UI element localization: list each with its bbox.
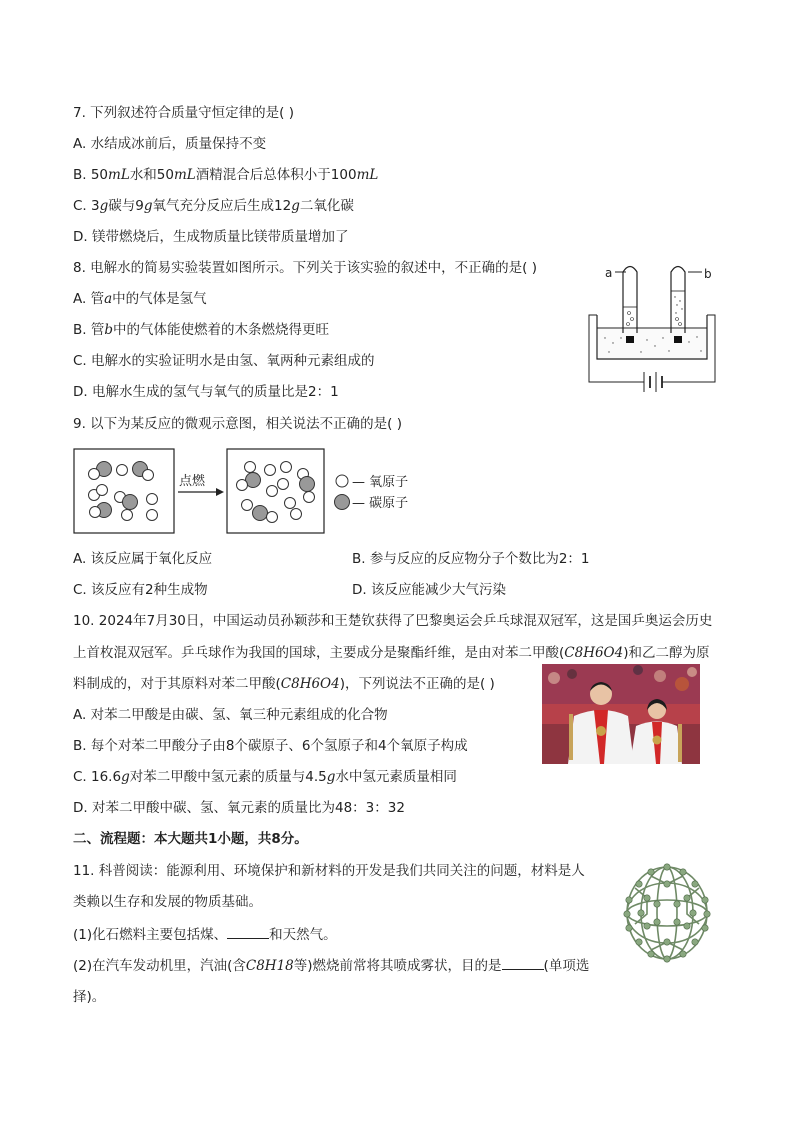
q8-option-b: B. 管b中的气体能使燃着的木条燃烧得更旺 [73,322,330,338]
q7-option-a: A. 水结成冰前后，质量保持不变 [73,136,267,152]
oxygen-atom-legend-icon [336,475,348,487]
carbon-atom-legend-icon [335,495,350,510]
q10-line1: 10. 2024年7月30日，中国运动员孙颖莎和王楚钦获得了巴黎奥运会乒乓球混双冠军，这是国乒奥运会历史 [73,613,713,629]
q9-option-b: B. 参与反应的反应物分子个数比为2：1 [352,551,590,567]
q10-line2: 上首枚混双冠军。乒乓球作为我国的国球，主要成分是聚酯纤维，是由对苯二甲酸(C8H6O4)和乙二醇为原 [73,645,710,661]
q11-line2: 类赖以生存和发展的物质基础。 [73,894,262,910]
q11-part2-blank[interactable] [502,957,544,970]
q10-option-a: A. 对苯二甲酸是由碳、氢、氧三种元素组成的化合物 [73,707,388,723]
q7-option-d: D. 镁带燃烧后，生成物质量比镁带质量增加了 [73,229,349,245]
q9-option-a: A. 该反应属于氧化反应 [73,551,213,567]
fullerene-molecule-figure [617,858,717,968]
q11-part1-blank[interactable] [227,926,269,939]
athletes-photo [542,664,700,764]
q7-option-b: B. 50mL水和50mL酒精混合后总体积小于100mL [73,167,379,183]
legend-carbon-label: — 碳原子 [352,496,409,511]
legend-oxygen-label: — 氧原子 [352,475,409,490]
tube-a-label: a [605,266,613,280]
q11-part2: (2)在汽车发动机里，汽油(含C8H18等)燃烧前常将其喷成雾状，目的是 (单项选 [73,958,590,974]
electrolysis-apparatus-figure [585,258,720,398]
q7-stem: 7. 下列叙述符合质量守恒定律的是( ) [73,105,294,121]
tube-b-label: b [704,267,712,281]
section2-title: 二、流程题：本大题共1小题，共8分。 [73,831,308,847]
q11-part1: (1)化石燃料主要包括煤、 和天然气。 [73,927,337,943]
reactants-box [74,449,174,533]
q10-option-d: D. 对苯二甲酸中碳、氢、氧元素的质量比为48：3：32 [73,800,405,816]
q10-line3: 料制成的，对于其原料对苯二甲酸(C8H6O4)，下列说法不正确的是( ) [73,676,495,692]
q7-option-c: C. 3g碳与9g氧气充分反应后生成12g二氧化碳 [73,198,354,214]
q9-option-c: C. 该反应有2种生成物 [73,582,208,598]
q11-line1: 11. 科普阅读：能源利用、环境保护和新材料的开发是我们共同关注的问题，材料是人 [73,863,585,879]
q9-option-d: D. 该反应能减少大气污染 [352,582,506,598]
q8-stem: 8. 电解水的简易实验装置如图所示。下列关于该实验的叙述中，不正确的是( ) [73,260,537,276]
q10-option-b: B. 每个对苯二甲酸分子由8个碳原子、6个氢原子和4个氧原子构成 [73,738,468,754]
ignite-label: 点燃 [179,474,206,489]
q9-stem: 9. 以下为某反应的微观示意图，相关说法不正确的是( ) [73,416,402,432]
q11-part2-line2: 择)。 [73,989,106,1005]
q8-option-c: C. 电解水的实验证明水是由氢、氧两种元素组成的 [73,353,375,369]
reaction-microscopic-diagram [72,447,432,537]
q8-option-d: D. 电解水生成的氢气与氧气的质量比是2：1 [73,384,339,400]
q10-option-c: C. 16.6g对苯二甲酸中氢元素的质量与4.5g水中氢元素质量相同 [73,769,457,785]
q8-option-a: A. 管a中的气体是氢气 [73,291,207,307]
